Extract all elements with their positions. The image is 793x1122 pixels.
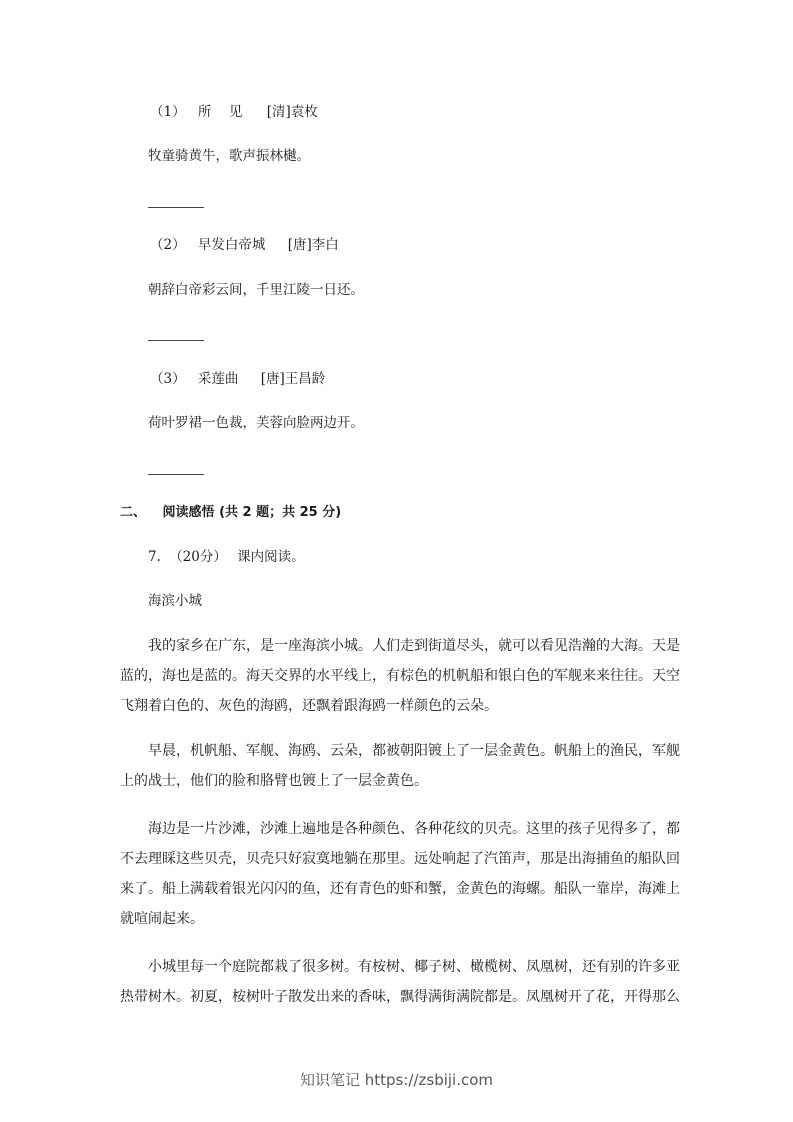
poem-line: 朝辞白帝彩云间，千里江陵一日还。 (148, 282, 364, 298)
poem-line: 荷叶罗裙一色裁，芙蓉向脸两边开。 (148, 415, 364, 431)
question-score: （20分） (169, 549, 227, 565)
question-number: 7. (148, 549, 161, 565)
article-paragraph-1: 我的家乡在广东，是一座海滨小城。人们走到街道尽头，就可以看见浩瀚的大海。天是蓝的，海也是蓝的。海天交界的水平线上，有棕色的机帆船和银白色的军舰来来往往。天空飞翔着白色的、灰色的海鸥，还飘着跟海鸥一样颜色的云朵。 (120, 638, 680, 714)
poem-2-heading (150, 235, 339, 255)
poem-number: （3） (150, 371, 186, 387)
poem-number: （2） (150, 237, 186, 253)
poem-title: 所 见 (197, 104, 245, 120)
poem-title: 采莲曲 (197, 371, 239, 387)
answer-blank-1[interactable] (148, 207, 204, 208)
section-number: 二、 (120, 505, 147, 520)
article-title: 海滨小城 (148, 593, 202, 609)
poem-3-heading (150, 369, 325, 389)
answer-blank-2[interactable] (148, 340, 204, 341)
poem-author: [唐]王昌龄 (260, 371, 326, 387)
poem-number: （1） (150, 104, 186, 120)
section-heading (120, 503, 341, 523)
poem-author: [清]袁枚 (266, 104, 318, 120)
answer-blank-3[interactable] (148, 474, 204, 475)
poem-1-heading (150, 102, 318, 122)
poem-author: [唐]李白 (287, 237, 339, 253)
poem-title: 早发白帝城 (197, 237, 266, 253)
poem-line: 牧童骑黄牛，歌声振林樾。 (148, 148, 310, 164)
article-paragraph-4: 小城里每一个庭院都栽了很多树。有桉树、椰子树、橄榄树、凤凰树，还有别的许多亚热带树木。初夏，桉树叶子散发出来的香味，飘得满街满院都是。凤凰树开了花，开得那么 (120, 959, 680, 1005)
article-paragraph-2: 早晨，机帆船、军舰、海鸥、云朵，都被朝阳镀上了一层金黄色。帆船上的渔民，军舰上的战士，他们的脸和胳臂也镀上了一层金黄色。 (120, 743, 680, 789)
article-paragraph-3: 海边是一片沙滩，沙滩上遍地是各种颜色、各种花纹的贝壳。这里的孩子见得多了，都不去理睬这些贝壳，贝壳只好寂寞地躺在那里。远处响起了汽笛声，那是出海捕鱼的船队回来了。船上满载着银光闪闪的鱼，还有青色的虾和蟹，金黄色的海螺。船队一靠岸，海滩上就喧闹起来。 (120, 821, 680, 927)
footer-watermark: 知识笔记 https://zsbiji.com (299, 1071, 494, 1089)
section-title: 阅读感悟 (共 2 题；共 25 分) (162, 505, 342, 520)
question-text: 课内阅读。 (237, 549, 305, 565)
question-7 (148, 547, 305, 567)
